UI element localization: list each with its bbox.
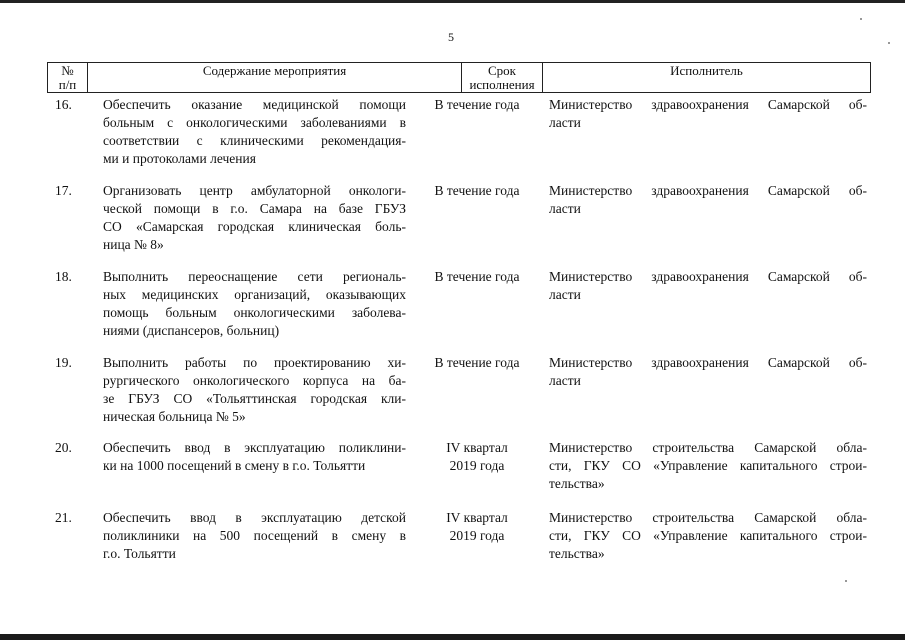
- row-executor: [549, 509, 867, 563]
- row-content: [103, 268, 406, 340]
- content-line: Организовать центр амбулаторной онкологи-: [103, 183, 406, 198]
- content-line: Обеспечить ввод в эксплуатацию поликлини-: [103, 440, 406, 455]
- header-number-line2: п/п: [58, 77, 77, 92]
- row-number: 20.: [55, 440, 72, 455]
- content-line: ническая больница № 5»: [103, 409, 246, 424]
- row-term: [421, 268, 533, 286]
- executor-line: ласти: [549, 373, 581, 388]
- row-executor: [549, 354, 867, 390]
- executor-line: тельства»: [549, 546, 605, 561]
- content-line: СО «Самарская городская клиническая боль-: [103, 219, 406, 234]
- row-content: [103, 354, 406, 426]
- executor-line: Министерство строительства Самарской обла-: [549, 440, 867, 455]
- executor-line: Министерство здравоохранения Самарской об-: [549, 355, 867, 370]
- row-term: [421, 354, 533, 372]
- executor-line: Министерство строительства Самарской обла-: [549, 510, 867, 525]
- content-line: Выполнить работы по проектированию хи-: [103, 355, 406, 370]
- header-executor-column: [542, 63, 870, 92]
- term-line: В течение года: [434, 183, 520, 198]
- content-line: рургического онкологического корпуса на ба-: [103, 373, 406, 388]
- executor-line: ласти: [549, 287, 581, 302]
- row-term: [421, 509, 533, 545]
- term-line: IV квартал: [446, 510, 508, 525]
- row-term: [421, 182, 533, 200]
- table-header: [47, 62, 871, 93]
- term-line: В течение года: [434, 355, 520, 370]
- content-line: ных медицинских организаций, оказывающих: [103, 287, 406, 302]
- row-executor: [549, 182, 867, 218]
- term-line: 2019 года: [449, 458, 505, 473]
- content-line: ческой помощи в г.о. Самара на базе ГБУЗ: [103, 201, 406, 216]
- row-number: 21.: [55, 510, 72, 525]
- header-content-label: Содержание мероприятия: [202, 63, 347, 78]
- row-executor: [549, 439, 867, 493]
- content-line: ми и протоколами лечения: [103, 151, 256, 166]
- page-number: 5: [448, 30, 454, 44]
- content-line: поликлиники на 500 посещений в смену в: [103, 528, 406, 543]
- content-line: ки на 1000 посещений в смену в г.о. Тольятти: [103, 458, 366, 473]
- scan-speck: [888, 42, 890, 44]
- term-line: В течение года: [434, 97, 520, 112]
- content-line: ниями (диспансеров, больниц): [103, 323, 280, 338]
- header-content-column: [87, 63, 461, 92]
- content-line: Обеспечить ввод в эксплуатацию детской: [103, 510, 406, 525]
- row-term: [421, 96, 533, 114]
- row-number: 18.: [55, 269, 72, 284]
- content-line: соответствии с клиническими рекомендация-: [103, 133, 406, 148]
- content-line: больным с онкологическими заболеваниями в: [103, 115, 406, 130]
- row-executor: [549, 268, 867, 304]
- content-line: Обеспечить оказание медицинской помощи: [103, 97, 406, 112]
- scan-top-edge: [0, 0, 905, 3]
- header-executor-label: Исполнитель: [670, 63, 743, 78]
- executor-line: ласти: [549, 115, 581, 130]
- header-term-column: [461, 63, 542, 92]
- header-number-column: [48, 63, 87, 92]
- row-number: 19.: [55, 355, 72, 370]
- term-line: В течение года: [434, 269, 520, 284]
- content-line: г.о. Тольятти: [103, 546, 176, 561]
- header-term-line1: Срок: [488, 63, 516, 78]
- scan-bottom-edge: [0, 634, 905, 640]
- executor-line: сти, ГКУ СО «Управление капитального строи-: [549, 458, 867, 473]
- content-line: помощь больным онкологическими заболева-: [103, 305, 406, 320]
- executor-line: Министерство здравоохранения Самарской об-: [549, 97, 867, 112]
- row-content: [103, 439, 406, 475]
- executor-line: ласти: [549, 201, 581, 216]
- scan-speck: [845, 580, 847, 582]
- row-executor: [549, 96, 867, 132]
- executor-line: Министерство здравоохранения Самарской об-: [549, 269, 867, 284]
- executor-line: сти, ГКУ СО «Управление капитального строи-: [549, 528, 867, 543]
- row-content: [103, 509, 406, 563]
- row-content: [103, 96, 406, 168]
- row-number: 17.: [55, 183, 72, 198]
- row-number: 16.: [55, 97, 72, 112]
- term-line: IV квартал: [446, 440, 508, 455]
- term-line: 2019 года: [449, 528, 505, 543]
- scan-speck: [860, 18, 862, 20]
- row-term: [421, 439, 533, 475]
- header-term-line2: исполнения: [469, 77, 535, 92]
- row-content: [103, 182, 406, 254]
- executor-line: тельства»: [549, 476, 605, 491]
- executor-line: Министерство здравоохранения Самарской об-: [549, 183, 867, 198]
- content-line: ница № 8»: [103, 237, 164, 252]
- header-number-line1: №: [61, 63, 74, 78]
- content-line: Выполнить переоснащение сети региональ-: [103, 269, 406, 284]
- content-line: зе ГБУЗ СО «Тольяттинская городская кли-: [103, 391, 406, 406]
